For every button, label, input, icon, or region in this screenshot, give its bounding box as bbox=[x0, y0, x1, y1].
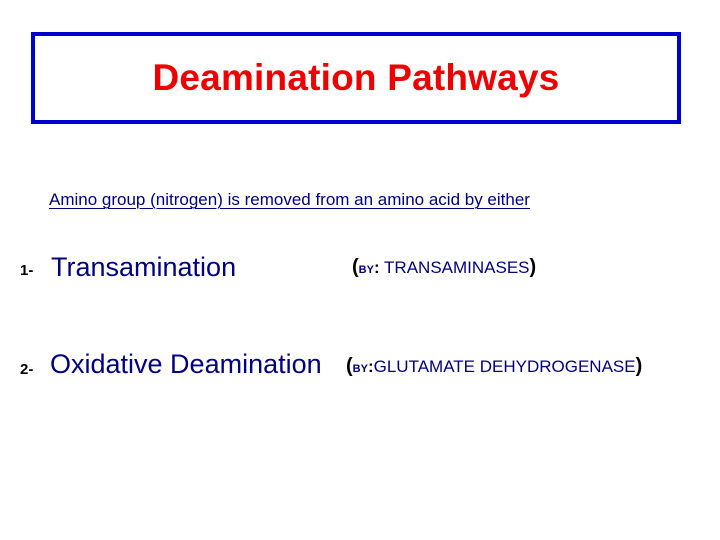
item-2-number: 2- bbox=[20, 361, 34, 378]
item-1-close-paren: ) bbox=[529, 256, 537, 278]
item-1-enzyme-note bbox=[352, 256, 536, 279]
item-2-colon: : bbox=[367, 357, 374, 376]
item-1-open-paren: ( bbox=[352, 256, 359, 278]
item-2-enzyme-name: GLUTAMATE DEHYDROGENASE bbox=[373, 357, 636, 376]
intro-text: Amino group (nitrogen) is removed from an amino acid by either bbox=[49, 190, 530, 209]
item-2-enzyme-note bbox=[346, 355, 642, 378]
item-2-by-label: BY bbox=[352, 363, 368, 375]
title-box bbox=[31, 32, 681, 124]
item-2-open-paren: ( bbox=[346, 355, 353, 377]
item-1-colon: : bbox=[373, 258, 380, 277]
item-2-method: Oxidative Deamination bbox=[50, 349, 322, 379]
item-1-by-label: BY bbox=[358, 264, 374, 276]
slide-title: Deamination Pathways bbox=[152, 57, 560, 98]
item-2-close-paren: ) bbox=[635, 355, 643, 377]
item-1-method: Transamination bbox=[51, 252, 237, 282]
item-1-number: 1- bbox=[20, 262, 34, 279]
item-1-enzyme-name: TRANSAMINASES bbox=[379, 258, 530, 277]
